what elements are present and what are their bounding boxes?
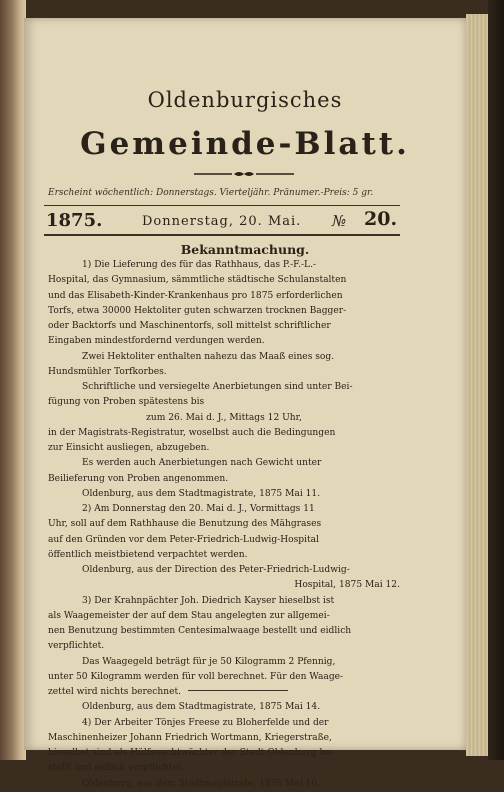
text-line: verpflichtet.	[48, 641, 105, 652]
text-line: Es werden auch Anerbietungen nach Gewicht unter	[82, 458, 322, 469]
title-small: Oldenburgisches	[147, 88, 343, 112]
issue-date: Donnerstag, 20. Mai.	[142, 214, 302, 229]
text-line: zur Einsicht ausliegen, abzugeben.	[48, 443, 210, 453]
text-line: zum 26. Mai d. J., Mittags 12 Uhr,	[146, 412, 302, 423]
text-line: in der Magistrats-Registratur, woselbst auch die Bedingungen	[48, 427, 336, 438]
text-line: Maschinenheizer Johann Friedrich Wortmann, Kriegerstraße,	[48, 732, 332, 743]
text-line: Hundsmühler Torfkorbes.	[48, 366, 167, 377]
text-line: auf den Gründen vor dem Peter-Friedrich-Ludwig-Hospital	[48, 534, 320, 545]
text-line: Oldenburg, aus dem Stadtmagistrate, 1875 Mai 10.	[82, 778, 321, 789]
text-line: Oldenburg, aus dem Stadtmagistrate, 1875 Mai 14.	[82, 702, 321, 713]
text-line: Torfs, etwa 30000 Hektoliter guten schwarzen trocknen Bagger-	[48, 305, 347, 316]
text-line: Oldenburg, aus dem Stadtmagistrate, 1875 Mai 11.	[82, 488, 321, 499]
number-sign: №	[332, 212, 347, 230]
text-line: Uhr, soll auf dem Rathhause die Benutzung des Mähgrases	[48, 519, 322, 530]
text-line: hieselbst sind als Hülfsnachtwächter der Stadt Oldenburg be-	[48, 748, 334, 758]
text-line: öffentlich meistbietend verpachtet werden.	[48, 549, 248, 560]
title-large: Gemeinde-Blatt.	[80, 126, 410, 162]
footer-rule	[188, 690, 288, 691]
text-line: Hospital, 1875 Mai 12.	[294, 580, 400, 591]
text-line: fügung von Proben spätestens bis	[48, 397, 205, 408]
text-line: Schriftliche und versiegelte Anerbietungen sind unter Bei-	[82, 382, 353, 392]
text-line: 3) Der Krahnpächter Joh. Diedrich Kayser hieselbst ist	[82, 595, 335, 606]
text-line: 1) Die Lieferung des für das Rathhaus, das P.-F.-L.-	[82, 260, 317, 270]
text-line: 2) Am Donnerstag den 20. Mai d. J., Vormittags 11	[82, 504, 315, 514]
text-line: Zwei Hektoliter enthalten nahezu das Maaß eines sog.	[82, 351, 335, 362]
header-rule-bottom	[44, 234, 400, 236]
text-line: und das Elisabeth-Kinder-Krankenhaus pro 1875 erforderlichen	[48, 290, 343, 301]
article-body	[48, 258, 400, 792]
text-line: Das Waagegeld beträgt für je 50 Kilogramm 2 Pfennig,	[82, 656, 336, 667]
text-line: als Waagemeister der auf dem Stau angelegten zur allgemei-	[48, 610, 330, 621]
article-heading: Bekanntmachung.	[180, 242, 310, 257]
text-line: zettel wird nichts berechnet.	[48, 687, 182, 697]
text-line: stellt und eidlich verpflichtet.	[48, 763, 185, 774]
newspaper-page	[24, 18, 466, 789]
publication-info: Erscheint wöchentlich: Donnerstags. Vierteljähr. Pränumer.-Preis: 5 gr.	[48, 188, 374, 198]
issue-number: 20.	[364, 208, 398, 230]
text-line: 4) Der Arbeiter Tönjes Freese zu Bloherfelde und der	[82, 717, 329, 728]
text-line: Eingaben mindestfordernd verdungen werden.	[48, 336, 265, 347]
text-line: Beilieferung von Proben angenommen.	[48, 473, 229, 484]
issue-year: 1875.	[46, 210, 103, 231]
text-line: oder Backtorfs und Maschinentorfs, soll mittelst schriftlicher	[48, 321, 331, 331]
text-line: unter 50 Kilogramm werden für voll berechnet. Für den Waage-	[48, 671, 344, 682]
text-line: Oldenburg, aus der Direction des Peter-Friedrich-Ludwig-	[82, 565, 350, 575]
ornament-divider-icon	[194, 170, 294, 178]
book-cover-edge	[488, 0, 504, 760]
text-line: nen Benutzung bestimmten Centesimalwaage bestellt und eidlich	[48, 626, 352, 636]
book-spine-left	[0, 0, 26, 760]
text-line: Hospital, das Gymnasium, sämmtliche städtische Schulanstalten	[48, 275, 347, 286]
header-rule-top	[44, 205, 400, 206]
